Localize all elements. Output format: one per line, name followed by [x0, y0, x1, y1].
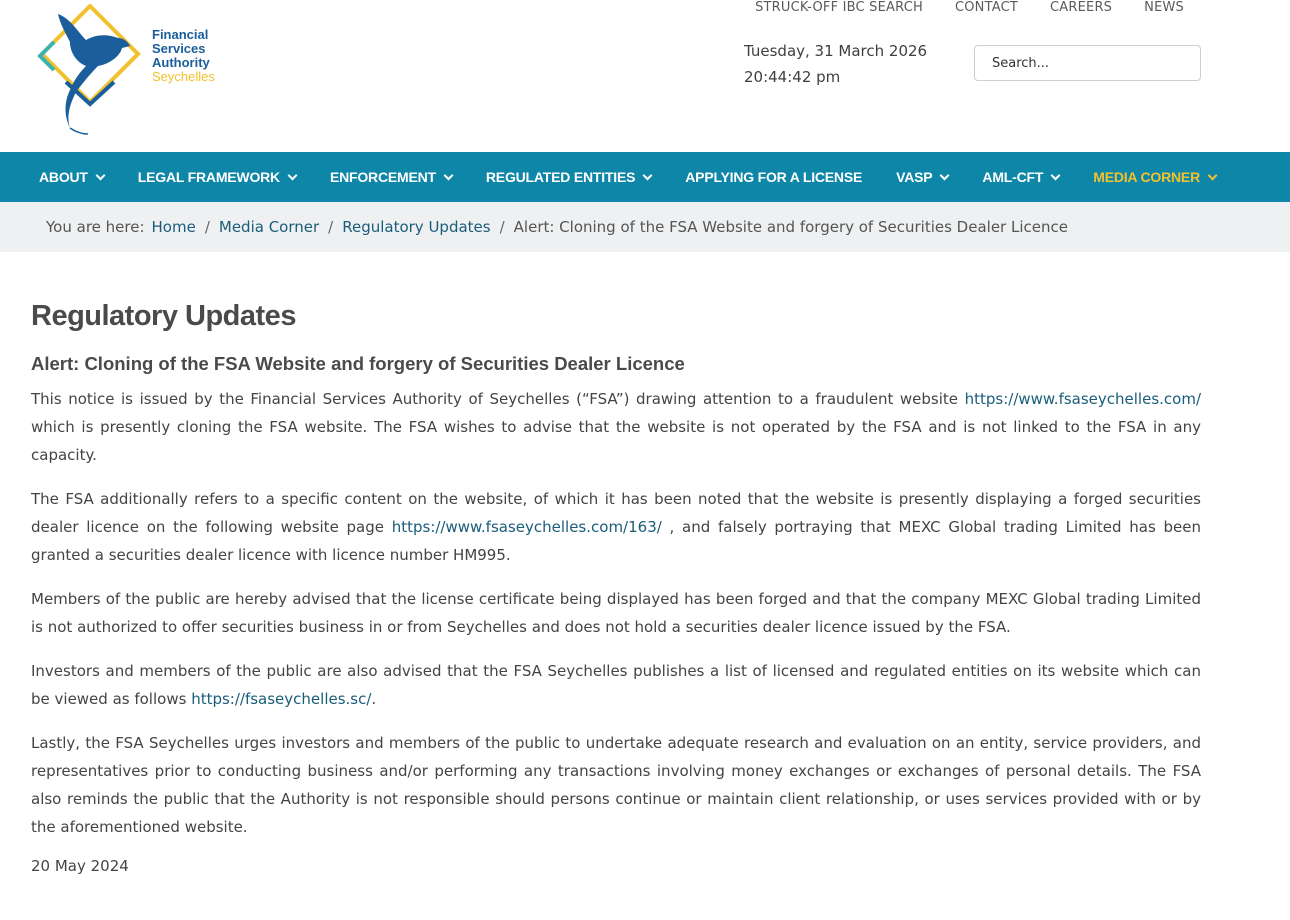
top-link-careers[interactable]: CAREERS — [1050, 0, 1113, 15]
chevron-down-icon — [95, 170, 105, 180]
nav-item-label: VASP — [896, 169, 933, 185]
nav-item-about[interactable] — [39, 169, 104, 185]
paragraph-text: . — [371, 690, 377, 708]
article-paragraph-2 — [31, 485, 1201, 569]
nav-item-label: AML-CFT — [982, 169, 1044, 185]
nav-item-label: ENFORCEMENT — [329, 169, 436, 185]
brand-line: Authority — [152, 55, 210, 70]
breadcrumb-separator: / — [499, 218, 505, 236]
current-date: Tuesday, 31 March 2026 — [744, 42, 928, 60]
forged-licence-page-link[interactable]: https://www.fsaseychelles.com/163/ — [391, 518, 662, 536]
top-links — [755, 0, 1184, 15]
page-title: Regulatory Updates — [31, 300, 296, 332]
nav-item-aml-cft[interactable] — [982, 169, 1059, 185]
breadcrumb — [0, 202, 1290, 252]
brand-line: Services — [152, 41, 206, 56]
top-link-struck-off-ibc-search[interactable]: STRUCK-OFF IBC SEARCH — [755, 0, 923, 15]
paragraph-text: which is presently cloning the FSA website. The FSA wishes to advise that the website is not operated by the FSA and is not linked to the FSA in any capacity. — [31, 418, 1201, 464]
nav-item-label: APPLYING FOR A LICENSE — [685, 169, 863, 185]
chevron-down-icon — [1051, 170, 1061, 180]
article-paragraph-3: Members of the public are hereby advised that the license certificate being displayed has been forged and that the company MEXC Global trading Limited is not authorized to offer securities business in or from Seychelles and does not hold a securities dealer licence issued by the FSA. — [31, 590, 1201, 636]
brand-line: Financial — [152, 27, 209, 42]
breadcrumb-regulatory-updates[interactable]: Regulatory Updates — [342, 218, 491, 236]
breadcrumb-media-corner[interactable]: Media Corner — [218, 218, 320, 236]
nav-item-regulated-entities[interactable] — [486, 169, 651, 185]
main-content — [31, 300, 1201, 875]
chevron-down-icon — [1208, 170, 1218, 180]
chevron-down-icon — [288, 170, 298, 180]
nav-item-vasp[interactable] — [896, 169, 948, 185]
main-nav — [0, 152, 1290, 202]
brand-line: Seychelles — [152, 69, 215, 84]
site-header — [0, 0, 1290, 152]
chevron-down-icon — [940, 170, 950, 180]
article-paragraph-1 — [31, 385, 1201, 469]
paragraph-text: , and falsely portraying that MEXC Global trading Limited has been granted a securities dealer licence with licence number HM995. — [31, 518, 1202, 564]
paragraph-text: Investors and members of the public are also advised that the FSA Seychelles publishes a list of licensed and regulated entities on its website which can be viewed as follows — [31, 662, 1201, 708]
nav-item-label: LEGAL FRAMEWORK — [137, 169, 280, 185]
publish-date: 20 May 2024 — [31, 857, 129, 875]
fraudulent-website-link[interactable]: https://www.fsaseychelles.com/ — [964, 390, 1201, 408]
breadcrumb-lead: You are here: — [46, 218, 145, 236]
chevron-down-icon — [643, 170, 653, 180]
nav-item-label: ABOUT — [39, 169, 88, 185]
top-link-contact[interactable]: CONTACT — [954, 0, 1019, 15]
nav-item-enforcement[interactable] — [330, 169, 452, 185]
nav-item-media-corner[interactable] — [1093, 169, 1216, 185]
nav-item-label: REGULATED ENTITIES — [485, 169, 636, 185]
article-paragraph-4 — [31, 657, 1201, 713]
current-datetime — [744, 38, 927, 90]
nav-item-label: MEDIA CORNER — [1093, 169, 1200, 185]
nav-item-applying-for-a-license[interactable] — [685, 169, 862, 185]
chevron-down-icon — [443, 170, 453, 180]
breadcrumb-home[interactable]: Home — [151, 218, 196, 236]
fsa-official-website-link[interactable]: https://fsaseychelles.sc/ — [191, 690, 372, 708]
fsa-logo[interactable] — [30, 4, 230, 136]
brand-name — [152, 28, 215, 84]
search-input[interactable] — [974, 45, 1201, 81]
article-paragraph-5: Lastly, the FSA Seychelles urges investors and members of the public to undertake adequate research and evaluation on an entity, service providers, and representatives prior to conducting business and/or performing any transactions involving money exchanges or exchanges of personal details. The FSA also reminds the public that the Authority is not responsible should persons continue or maintain client relationship, or uses services provided with or by the aforementioned website. — [31, 734, 1201, 836]
breadcrumb-current: Alert: Cloning of the FSA Website and forgery of Securities Dealer Licence — [513, 218, 1068, 236]
breadcrumb-separator: / — [204, 218, 210, 236]
paragraph-text: The FSA additionally refers to a specific content on the website, of which it has been noted that the website is presently displaying a forged securities dealer licence on the following website page — [31, 490, 1201, 536]
paragraph-text: This notice is issued by the Financial Services Authority of Seychelles (“FSA”) drawing attention to a fraudulent website — [31, 390, 965, 408]
nav-item-legal-framework[interactable] — [138, 169, 296, 185]
breadcrumb-separator: / — [328, 218, 334, 236]
top-link-news[interactable]: NEWS — [1144, 0, 1184, 15]
article-title: Alert: Cloning of the FSA Website and forgery of Securities Dealer Licence — [31, 353, 685, 374]
current-time: 20:44:42 pm — [744, 68, 841, 86]
